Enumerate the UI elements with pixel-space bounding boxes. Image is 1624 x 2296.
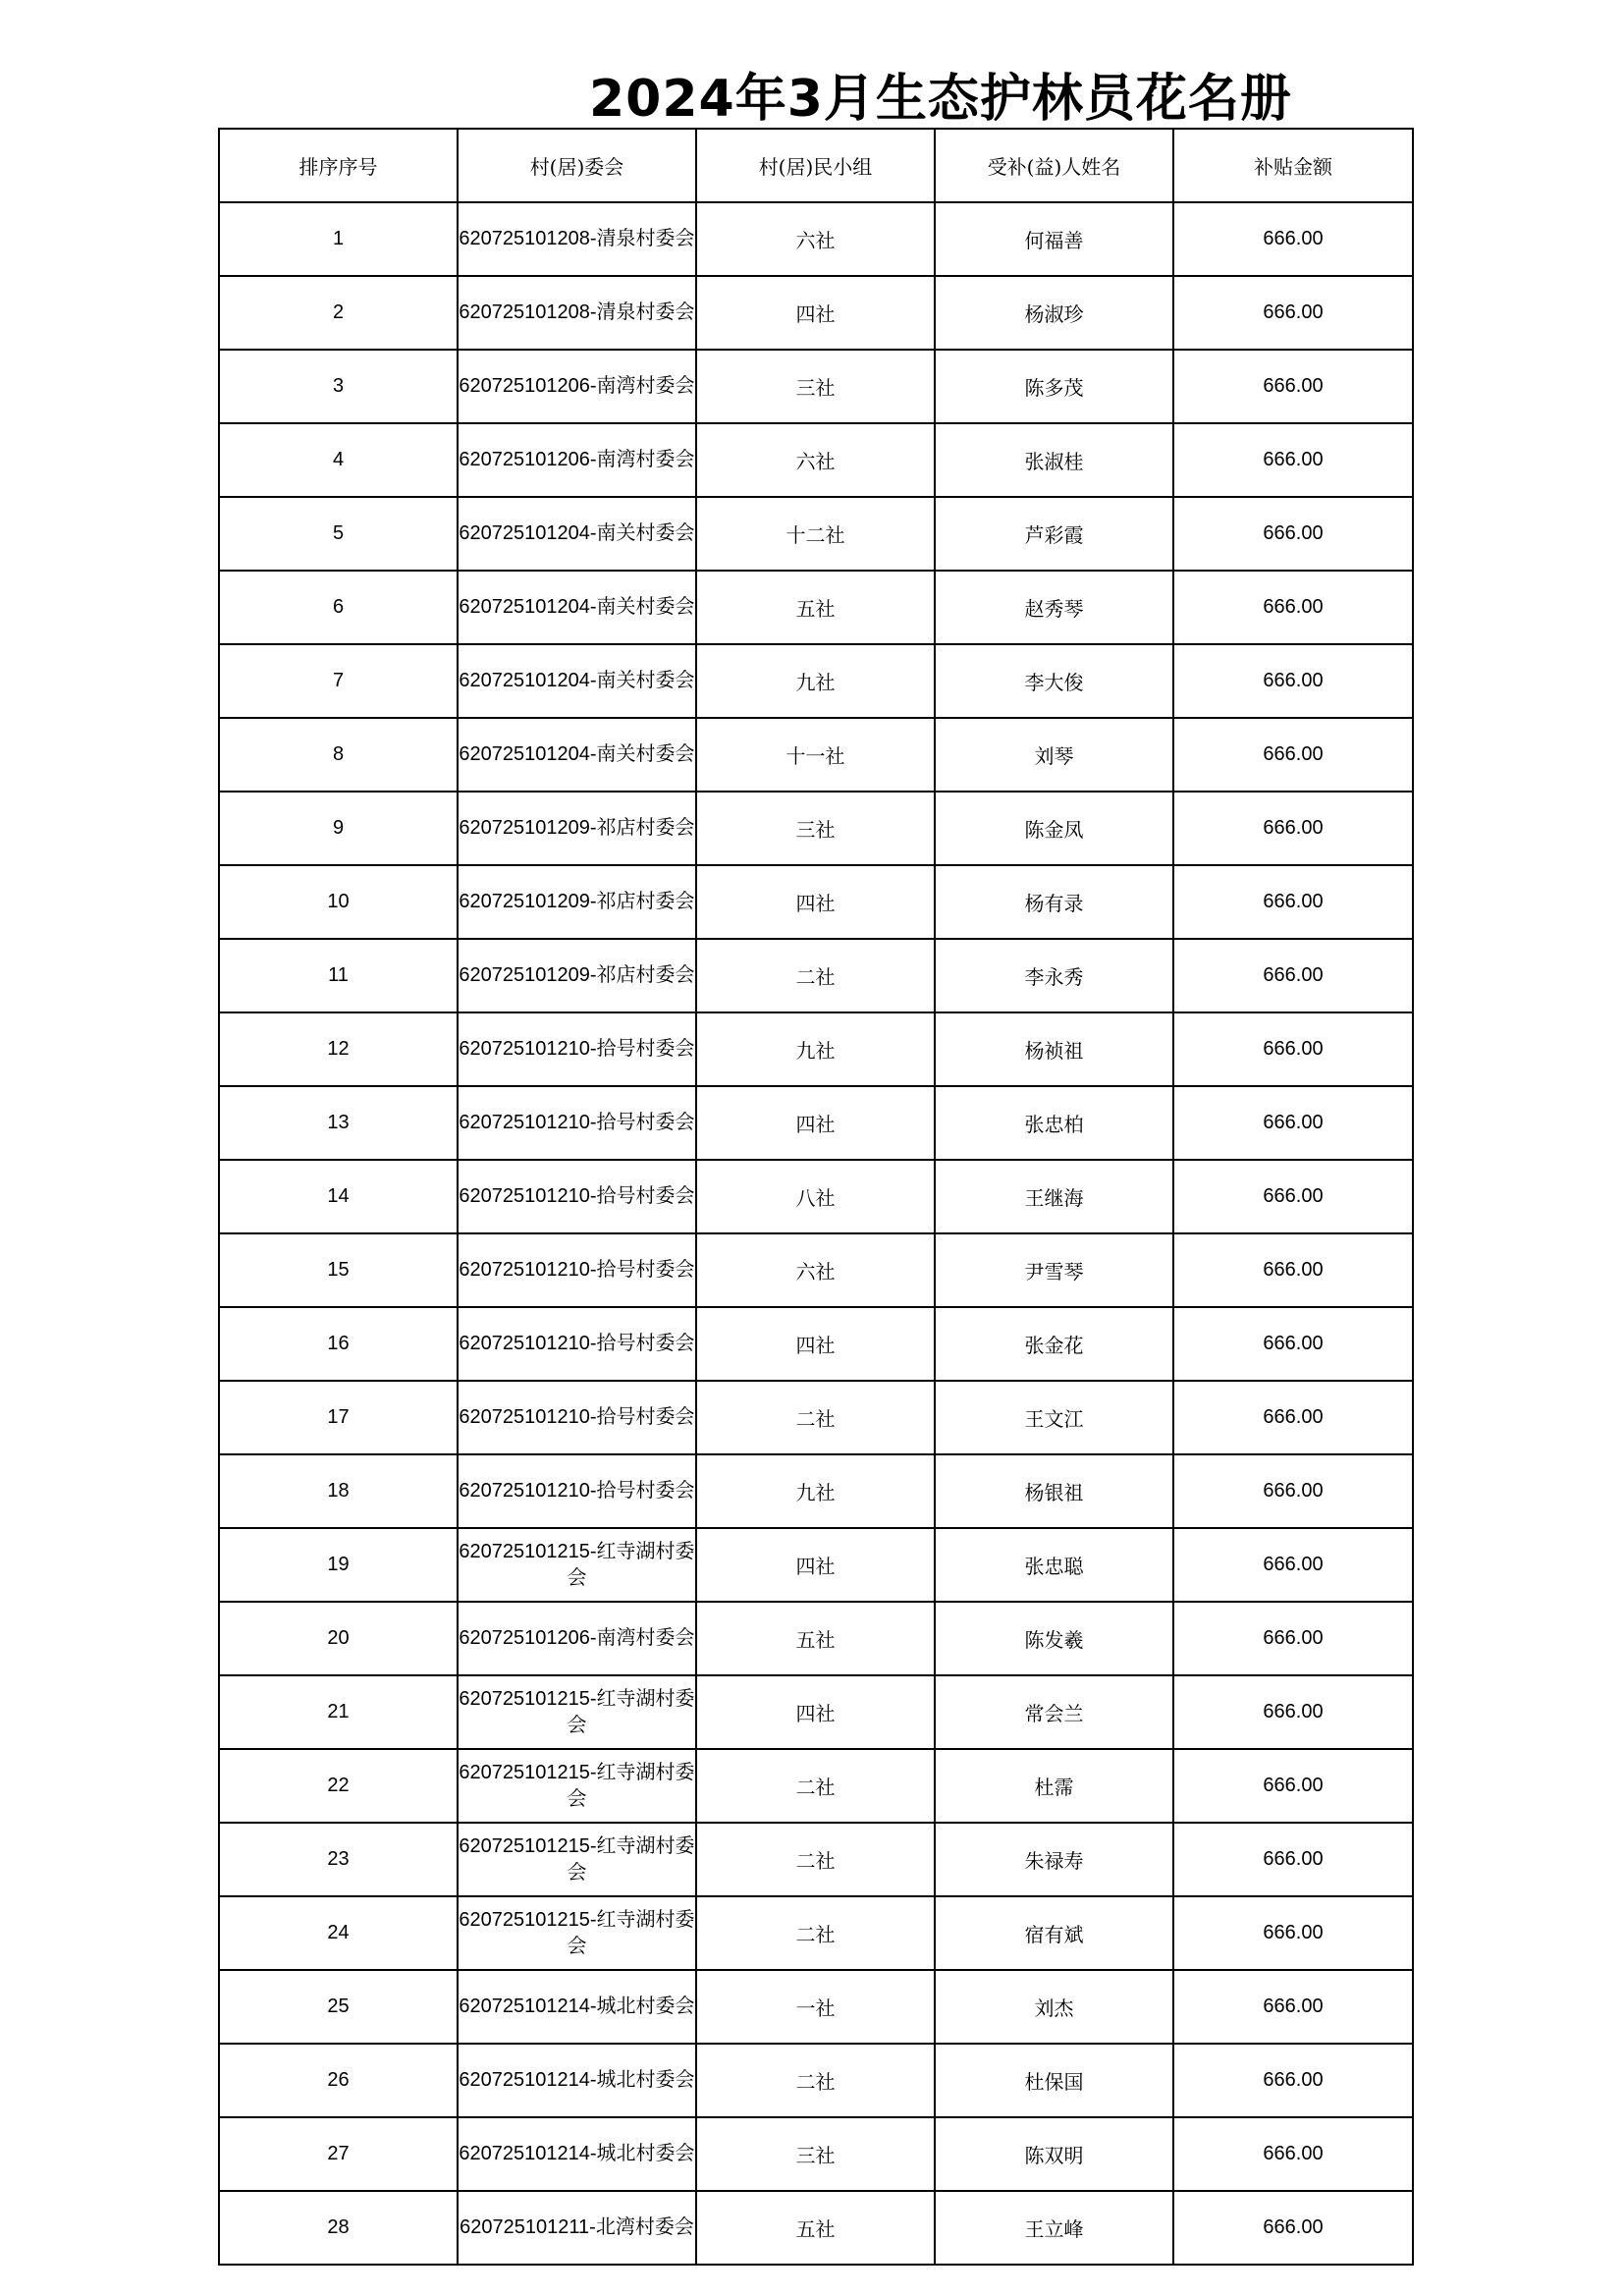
cell-name: 赵秀琴 [935,571,1173,644]
table-row [219,1970,1413,2044]
cell-amount: 666.00 [1173,1528,1413,1602]
table-row [219,1896,1413,1970]
cell-name: 杨有录 [935,865,1173,939]
cell-village [458,1602,696,1675]
cell-amount: 666.00 [1173,1160,1413,1233]
header-amount: 补贴金额 [1173,129,1413,202]
table-row [219,1012,1413,1086]
cell-village [458,1307,696,1381]
cell-village [458,1528,696,1602]
cell-serial: 3 [219,350,458,423]
cell-village [458,1970,696,2044]
cell-group: 二社 [696,2044,935,2117]
village-label: 620725101206-南湾村委会 [459,449,695,470]
cell-group: 九社 [696,644,935,718]
cell-village [458,2117,696,2191]
cell-village [458,1086,696,1160]
cell-name: 王文江 [935,1381,1173,1454]
cell-name: 陈金凤 [935,792,1173,865]
village-label: 620725101214-城北村委会 [459,1995,695,2017]
cell-group: 四社 [696,1675,935,1749]
cell-amount: 666.00 [1173,1675,1413,1749]
table-row [219,1381,1413,1454]
cell-group: 十一社 [696,718,935,792]
cell-name: 刘杰 [935,1970,1173,2044]
cell-amount: 666.00 [1173,1749,1413,1823]
cell-group: 十二社 [696,497,935,571]
table-row [219,571,1413,644]
cell-name: 何福善 [935,202,1173,276]
cell-name: 张金花 [935,1307,1173,1381]
cell-serial: 10 [219,865,458,939]
table-row [219,1160,1413,1233]
village-label: 620725101206-南湾村委会 [459,1627,695,1649]
cell-name: 陈发羲 [935,1602,1173,1675]
village-label: 620725101210-拾号村委会 [459,1333,695,1354]
village-label: 620725101214-城北村委会 [459,2069,695,2091]
cell-name: 宿有斌 [935,1896,1173,1970]
cell-amount: 666.00 [1173,1381,1413,1454]
table-header-row [219,129,1413,202]
cell-serial: 22 [219,1749,458,1823]
cell-name: 李永秀 [935,939,1173,1012]
cell-group: 二社 [696,1381,935,1454]
cell-serial: 14 [219,1160,458,1233]
cell-serial: 27 [219,2117,458,2191]
cell-village [458,497,696,571]
cell-serial: 19 [219,1528,458,1602]
table-row [219,497,1413,571]
cell-serial: 11 [219,939,458,1012]
table-row [219,1454,1413,1528]
village-label: 620725101208-清泉村委会 [459,228,695,249]
cell-village [458,1675,696,1749]
cell-amount: 666.00 [1173,1086,1413,1160]
cell-serial: 28 [219,2191,458,2265]
cell-amount: 666.00 [1173,1012,1413,1086]
cell-village [458,718,696,792]
cell-amount: 666.00 [1173,1233,1413,1307]
cell-amount: 666.00 [1173,571,1413,644]
cell-village [458,1012,696,1086]
cell-amount: 666.00 [1173,1970,1413,2044]
cell-group: 一社 [696,1970,935,2044]
table-row [219,2191,1413,2265]
cell-group: 九社 [696,1454,935,1528]
cell-serial: 26 [219,2044,458,2117]
cell-serial: 16 [219,1307,458,1381]
table-row [219,2044,1413,2117]
village-label: 620725101210-拾号村委会 [459,1185,695,1207]
table-row [219,202,1413,276]
header-name: 受补(益)人姓名 [935,129,1173,202]
cell-amount: 666.00 [1173,1896,1413,1970]
cell-village [458,276,696,350]
village-label: 620725101215-红寺湖村委会 [459,1687,695,1736]
cell-name: 陈双明 [935,2117,1173,2191]
cell-amount: 666.00 [1173,497,1413,571]
cell-amount: 666.00 [1173,2191,1413,2265]
cell-name: 李大俊 [935,644,1173,718]
cell-village [458,939,696,1012]
table-row [219,1086,1413,1160]
cell-serial: 17 [219,1381,458,1454]
cell-village [458,1896,696,1970]
cell-name: 尹雪琴 [935,1233,1173,1307]
village-label: 620725101210-拾号村委会 [459,1406,695,1428]
village-label: 620725101204-南关村委会 [459,522,695,544]
cell-group: 九社 [696,1012,935,1086]
cell-serial: 7 [219,644,458,718]
page-title: 2024年3月生态护林员花名册 [589,70,1292,129]
cell-village [458,423,696,497]
cell-amount: 666.00 [1173,2044,1413,2117]
cell-group: 四社 [696,1528,935,1602]
village-label: 620725101210-拾号村委会 [459,1480,695,1502]
cell-group: 六社 [696,202,935,276]
cell-group: 二社 [696,1749,935,1823]
cell-village [458,1454,696,1528]
cell-name: 王继海 [935,1160,1173,1233]
village-label: 620725101215-红寺湖村委会 [459,1540,695,1589]
cell-village [458,644,696,718]
cell-name: 张忠聪 [935,1528,1173,1602]
cell-amount: 666.00 [1173,939,1413,1012]
cell-group: 四社 [696,1307,935,1381]
cell-serial: 15 [219,1233,458,1307]
cell-name: 常会兰 [935,1675,1173,1749]
table-row [219,1307,1413,1381]
table-row [219,1749,1413,1823]
village-label: 620725101206-南湾村委会 [459,375,695,397]
table-row [219,1823,1413,1896]
table-row [219,350,1413,423]
cell-serial: 21 [219,1675,458,1749]
header-group: 村(居)民小组 [696,129,935,202]
cell-group: 二社 [696,939,935,1012]
cell-group: 三社 [696,792,935,865]
table-row [219,423,1413,497]
cell-serial: 25 [219,1970,458,2044]
table-row [219,644,1413,718]
cell-name: 陈多茂 [935,350,1173,423]
table-row [219,1528,1413,1602]
village-label: 620725101210-拾号村委会 [459,1259,695,1281]
village-label: 620725101209-祁店村委会 [459,817,695,839]
cell-village [458,350,696,423]
cell-group: 四社 [696,1086,935,1160]
cell-name: 杨银祖 [935,1454,1173,1528]
cell-village [458,1749,696,1823]
cell-group: 五社 [696,1602,935,1675]
cell-serial: 23 [219,1823,458,1896]
village-label: 620725101209-祁店村委会 [459,891,695,912]
village-label: 620725101215-红寺湖村委会 [459,1908,695,1957]
cell-amount: 666.00 [1173,644,1413,718]
village-label: 620725101204-南关村委会 [459,743,695,765]
cell-amount: 666.00 [1173,350,1413,423]
cell-group: 二社 [696,1823,935,1896]
cell-group: 六社 [696,423,935,497]
village-label: 620725101215-红寺湖村委会 [459,1834,695,1884]
header-village: 村(居)委会 [458,129,696,202]
cell-amount: 666.00 [1173,1307,1413,1381]
table-row [219,1602,1413,1675]
table-body [219,202,1413,2265]
cell-village [458,202,696,276]
cell-name: 杜霈 [935,1749,1173,1823]
village-label: 620725101210-拾号村委会 [459,1112,695,1133]
cell-group: 四社 [696,276,935,350]
cell-serial: 2 [219,276,458,350]
cell-amount: 666.00 [1173,202,1413,276]
village-label: 620725101214-城北村委会 [459,2143,695,2164]
cell-group: 三社 [696,350,935,423]
cell-serial: 13 [219,1086,458,1160]
cell-serial: 5 [219,497,458,571]
roster-table [218,128,1414,2266]
cell-amount: 666.00 [1173,1823,1413,1896]
cell-amount: 666.00 [1173,718,1413,792]
village-label: 620725101204-南关村委会 [459,670,695,691]
table-row [219,718,1413,792]
cell-amount: 666.00 [1173,1454,1413,1528]
table-row [219,792,1413,865]
cell-amount: 666.00 [1173,865,1413,939]
cell-serial: 18 [219,1454,458,1528]
cell-amount: 666.00 [1173,423,1413,497]
cell-name: 张忠柏 [935,1086,1173,1160]
cell-village [458,571,696,644]
village-label: 620725101208-清泉村委会 [459,301,695,323]
table-row [219,1675,1413,1749]
village-label: 620725101211-北湾村委会 [460,2216,694,2238]
cell-serial: 20 [219,1602,458,1675]
cell-amount: 666.00 [1173,792,1413,865]
cell-name: 朱禄寿 [935,1823,1173,1896]
cell-group: 四社 [696,865,935,939]
cell-group: 八社 [696,1160,935,1233]
cell-group: 六社 [696,1233,935,1307]
cell-serial: 24 [219,1896,458,1970]
cell-village [458,1823,696,1896]
header-serial: 排序序号 [219,129,458,202]
cell-name: 杜保国 [935,2044,1173,2117]
cell-name: 芦彩霞 [935,497,1173,571]
table-row [219,939,1413,1012]
table-row [219,2117,1413,2191]
cell-serial: 8 [219,718,458,792]
cell-name: 张淑桂 [935,423,1173,497]
village-label: 620725101215-红寺湖村委会 [459,1761,695,1810]
village-label: 620725101210-拾号村委会 [459,1038,695,1060]
table-row [219,276,1413,350]
cell-amount: 666.00 [1173,276,1413,350]
table-row [219,1233,1413,1307]
cell-serial: 1 [219,202,458,276]
cell-serial: 4 [219,423,458,497]
cell-name: 杨祯祖 [935,1012,1173,1086]
cell-serial: 12 [219,1012,458,1086]
cell-group: 二社 [696,1896,935,1970]
cell-amount: 666.00 [1173,2117,1413,2191]
village-label: 620725101209-祁店村委会 [459,964,695,986]
cell-village [458,2044,696,2117]
cell-village [458,865,696,939]
cell-group: 三社 [696,2117,935,2191]
cell-amount: 666.00 [1173,1602,1413,1675]
cell-serial: 6 [219,571,458,644]
cell-group: 五社 [696,571,935,644]
cell-village [458,792,696,865]
cell-village [458,1160,696,1233]
cell-village [458,2191,696,2265]
cell-serial: 9 [219,792,458,865]
cell-name: 王立峰 [935,2191,1173,2265]
cell-group: 五社 [696,2191,935,2265]
cell-name: 杨淑珍 [935,276,1173,350]
cell-name: 刘琴 [935,718,1173,792]
cell-village [458,1381,696,1454]
table-row [219,865,1413,939]
village-label: 620725101204-南关村委会 [459,596,695,618]
cell-village [458,1233,696,1307]
